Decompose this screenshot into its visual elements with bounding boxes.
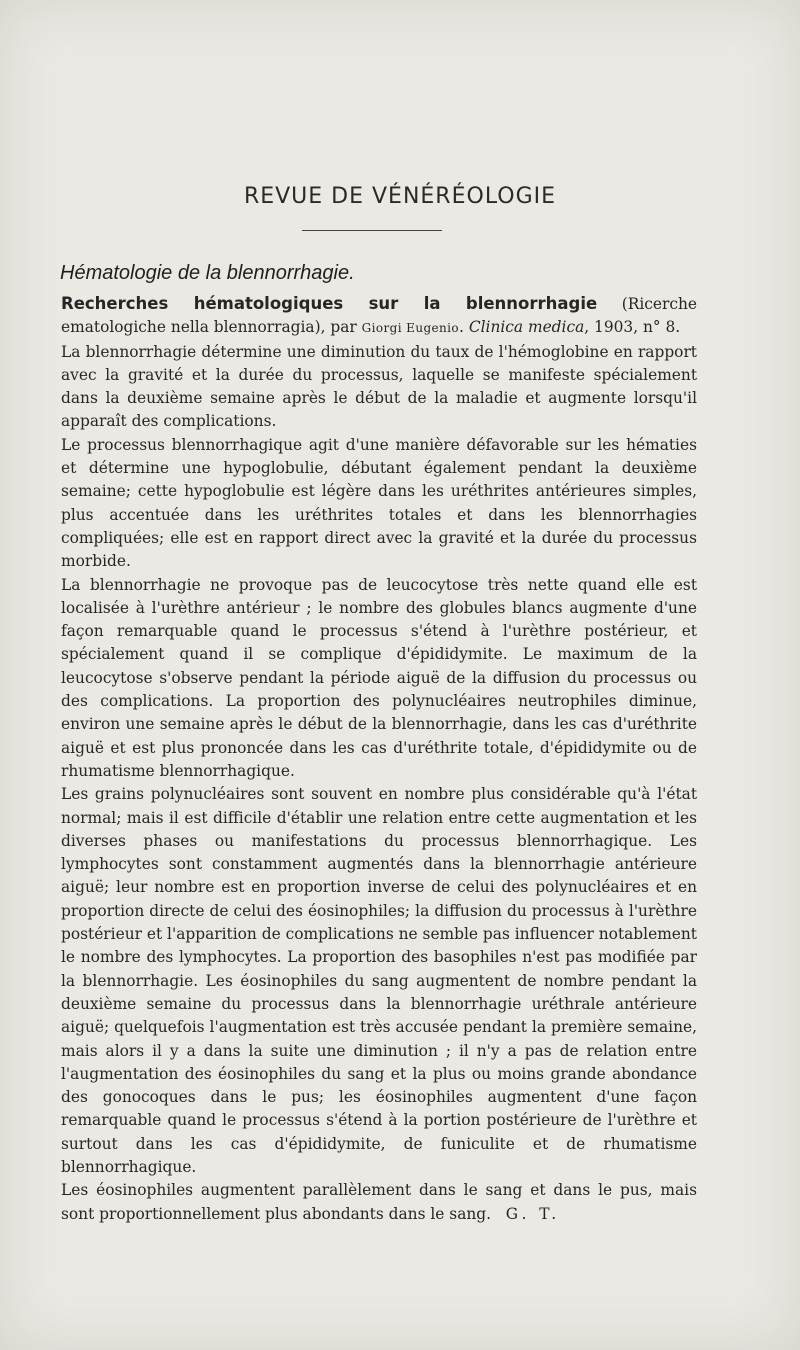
paragraph-4: Les grains polynucléaires sont souvent en nombre plus considérable qu'à l'état normal; mais il est difficile d'établir une relation entre cette augmentation et les diverses phases ou manifestations du processus blennorrhagique. Les lymphocytes sont constamment augmentés dans la blennorrhagie antérieure aiguë; leur nombre est en proportion inverse de celui des polynucléaires et en proportion directe de celui des éosinophiles; la diffusion du processus à l'urèthre postérieur et l'apparition de complications ne semble pas influencer notablement le nombre des lymphocytes. La proportion des basophiles n'est pas modifiée par la blennorrhagie. Les éosinophiles du sang augmentent de nombre pendant la deuxième semaine du processus dans la blennorrhagie uréthrale antérieure aiguë; quelquefois l'augmentation est très accusée pendant la première semaine, mais alors il y a dans la suite une diminution ; il n'y a pas de relation entre l'augmentation des éosinophiles du sang et la plus ou moins grande abondance des gonocoques dans le pus; les éosinophiles augmentent d'une façon remarquable quand le processus s'étend à la portion postérieure de l'urèthre et surtout dans les cas d'épididymite, de funiculite et de rhumatisme blennorrhagique. <box>61 785 697 1176</box>
journal-name: Clinica medica <box>468 318 585 337</box>
signature: G. T. <box>505 1204 561 1223</box>
article-body <box>61 292 697 1226</box>
article-author: Giorgi Eugenio <box>361 321 460 336</box>
article-title: Recherches hématologiques sur la blennorrhagie <box>61 294 598 313</box>
paragraph-2: Le processus blennorrhagique agit d'une manière défavorable sur les hématies et détermine une hypoglobulie, débutant également pendant la deuxième semaine; cette hypoglobulie est légère dans les uréthrites antérieures simples, plus accentuée dans les uréthrites totales et dans les blennorrhagies compliquées; elle est en rapport direct avec la gravité et la durée du processus morbide. <box>61 435 697 571</box>
article-subtitle: (Ricerche ematologiche nella blennorragia), par <box>61 295 697 337</box>
header-rule <box>302 230 442 231</box>
section-heading: Hématologie de la blennorrhagie. <box>60 262 355 284</box>
paragraph-5-text: Les éosinophiles augmentent parallèlement dans le sang et dans le pus, mais sont proportionnellement plus abondants dans le sang. <box>61 1181 697 1223</box>
citation-tail: , 1903, n° 8. <box>584 318 681 337</box>
citation-paragraph: Recherches hématologiques sur la blennorrhagie (Ricerche ematologiche nella blennorragia), par Giorgi Eugenio. Clinica medica, 1903, n° 8. <box>61 294 697 337</box>
running-header: REVUE DE VÉNÉRÉOLOGIE <box>243 184 557 209</box>
paragraph-5 <box>61 1179 697 1226</box>
paragraph-1: La blennorrhagie détermine une diminution du taux de l'hémoglobine en rapport avec la gravité et la durée du processus, laquelle se manifeste spécialement dans la deuxième semaine après le début de la maladie et augmente lorsqu'il apparaît des complications. <box>61 342 697 431</box>
paragraph-3: La blennorrhagie ne provoque pas de leucocytose très nette quand elle est localisée à l'urèthre antérieur ; le nombre des globules blancs augmente d'une façon remarquable quand le processus s'étend à l'urèthre postérieur, et spécialement quand il se complique d'épididymite. Le maximum de la leucocytose s'observe pendant la période aiguë de la diffusion du processus ou des complications. La proportion des polynucléaires neutrophiles diminue, environ une semaine après le début de la blennorrhagie, dans les cas d'uréthrite aiguë et est plus prononcée dans les cas d'uréthrite totale, d'épididymite ou de rhumatisme blennorrhagique. <box>61 575 697 780</box>
